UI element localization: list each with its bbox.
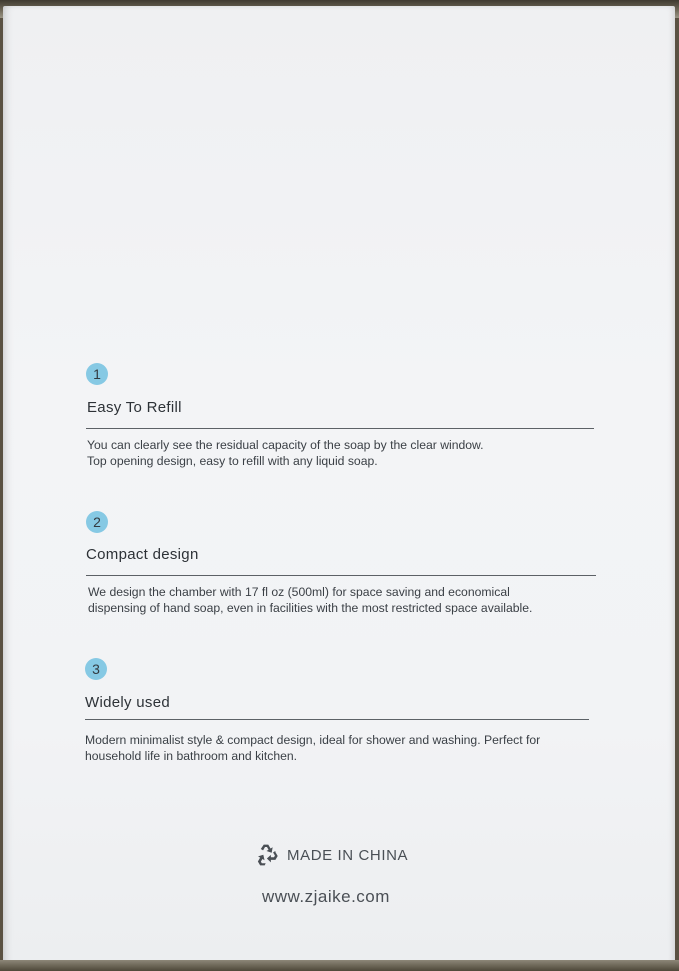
divider-3 (85, 719, 589, 720)
box-face (3, 6, 675, 966)
website-url: www.zjaike.com (262, 887, 390, 906)
number-badge-2: 2 (86, 511, 108, 533)
feature-description-3 (85, 732, 540, 764)
number-badge-1: 1 (86, 363, 108, 385)
divider-1 (86, 428, 594, 429)
description-line: household life in bathroom and kitchen. (85, 749, 298, 763)
feature-title-1: Easy To Refill (87, 399, 182, 416)
recycle-icon (253, 842, 279, 868)
box-bottom-edge (0, 960, 679, 971)
description-line: dispensing of hand soap, even in facilities with the most restricted space available. (88, 601, 533, 615)
number-badge-3: 3 (85, 658, 107, 680)
feature-title-2: Compact design (86, 546, 199, 563)
origin-text: MADE IN CHINA (287, 846, 409, 864)
made-in-label (253, 842, 408, 868)
description-line: Modern minimalist style & compact design, ideal for shower and washing. Perfect for (85, 733, 541, 747)
description-line: Top opening design, easy to refill with any liquid soap. (87, 454, 378, 468)
feature-title-3: Widely used (85, 694, 171, 711)
description-line: You can clearly see the residual capacity of the soap by the clear window. (87, 438, 484, 452)
description-line: We design the chamber with 17 fl oz (500ml) for space saving and economical (88, 585, 510, 599)
feature-description-2 (88, 584, 532, 616)
divider-2 (86, 575, 596, 576)
feature-description-1 (87, 437, 484, 469)
